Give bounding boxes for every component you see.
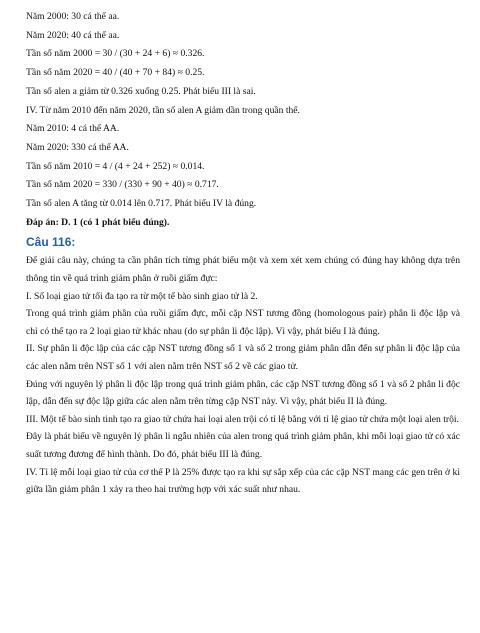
text-line: Tần số năm 2000 = 30 / (30 + 24 + 6) ≈ 0.326. [26, 48, 205, 60]
paragraph: Đúng với nguyên lý phân li độc lập trong quá trình giảm phân, các cặp NST tương đồng số 1 và số 2 phân li độc lập, dẫn đến sự độc lập giữa các alen nằm trên từng cặp NST này. Vì vậy, phát biểu II là đúng. [26, 378, 460, 408]
answer-line: Đáp án: D. 1 (có 1 phát biểu đúng). [26, 216, 170, 228]
text-line: Tần số năm 2020 = 40 / (40 + 70 + 84) ≈ 0.25. [26, 67, 205, 79]
text-line: Năm 2010: 4 cá thể AA. [26, 123, 120, 135]
paragraph: Trong quá trình giảm phân của ruồi giấm đực, mỗi cặp NST tương đồng (homologous pair) phân li độc lập và chỉ có thể tạo ra 2 loại giao tử khác nhau (do sự phân li độc lập). Vì vậy, phát biểu I là đúng. [26, 308, 460, 337]
paragraph: I. Số loại giao tử tối đa tạo ra từ một tế bào sinh giao tử là 2. [26, 290, 258, 302]
paragraph: Để giải câu này, chúng ta cần phân tích từng phát biểu một và xem xét xem chúng có đúng hay không dựa trên thông tin về quá trình giảm phân ở ruồi giấm đực: [26, 255, 460, 285]
text-line: Năm 2020: 330 cá thể AA. [26, 141, 129, 153]
text-line: Năm 2000: 30 cá thể aa. [26, 11, 120, 22]
paragraph: Đây là phát biểu về nguyên lý phân li ngẫu nhiên của alen trong quá trình giảm phân, khi mỗi loại giao tử có xác suất tương đương để hình thành. Do đó, phát biểu III là đúng. [26, 431, 460, 460]
paragraph: II. Sự phân li độc lập của các cặp NST tương đồng số 1 và số 2 trong giảm phân dẫn đến sự phân li độc lập của các alen nằm trên NST số 1 với alen nằm trên NST số 2 về các giao tử. [26, 343, 460, 372]
text-line: Tần số năm 2010 = 4 / (4 + 24 + 252) ≈ 0.014. [26, 160, 205, 172]
question-heading: Câu 116: [26, 235, 76, 250]
text-line: Tần số năm 2020 = 330 / (330 + 90 + 40) ≈ 0.717. [26, 179, 219, 191]
text-line: Tần số alen A tăng từ 0.014 lên 0.717. Phát biểu IV là đúng. [26, 198, 257, 210]
text-line: IV. Từ năm 2010 đến năm 2020, tần số alen A giảm dần trong quần thể. [26, 104, 300, 116]
paragraph: IV. Tỉ lệ mỗi loại giao tử của cơ thể P là 25% được tạo ra khi sự sắp xếp của các cặp NST mang các gen trên ở kì giữa lần giảm phân 1 xảy ra theo hai trường hợp với xác suất như nhau. [26, 466, 460, 496]
text-line: Tần số alen a giảm từ 0.326 xuống 0.25. Phát biểu III là sai. [26, 85, 256, 97]
paragraph: III. Một tế bào sinh tinh tạo ra giao tử chứa hai loại alen trội có tỉ lệ bằng với tỉ lệ giao tử chứa một loại alen trội. [26, 413, 459, 425]
text-line: Năm 2020: 40 cá thể aa. [26, 29, 120, 41]
